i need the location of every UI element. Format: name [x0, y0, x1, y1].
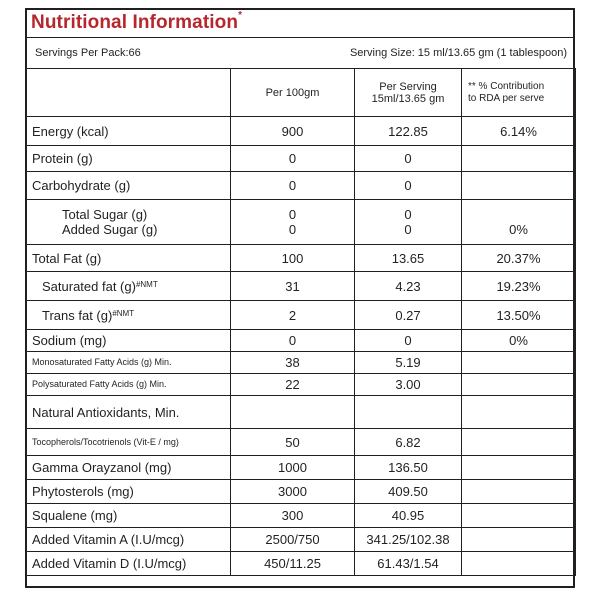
row-label: Squalene (mg): [26, 504, 231, 528]
row-serve: 409.50: [355, 480, 462, 504]
row-rda: [462, 374, 576, 396]
table-header-row: [26, 69, 576, 117]
row-serve: [355, 200, 462, 245]
header-rda-line1: ** % Contribution: [468, 80, 545, 92]
row-rda: [462, 172, 576, 200]
row-rda: [462, 552, 576, 576]
header-rda-line2: to RDA per serve: [468, 92, 545, 104]
row-label: Total Fat (g): [26, 245, 231, 272]
table-row: [26, 245, 576, 272]
row-label: Protein (g): [26, 146, 231, 172]
row-per100: 31: [231, 272, 355, 301]
table-row: [26, 330, 576, 352]
row-rda: [462, 146, 576, 172]
row-per100: 1000: [231, 456, 355, 480]
row-label: Carbohydrate (g): [26, 172, 231, 200]
row-label: Sodium (mg): [26, 330, 231, 352]
row-label: [26, 301, 231, 330]
row-label-text: Trans fat (g): [42, 307, 113, 323]
header-rda: [462, 69, 576, 117]
table-row: [26, 528, 576, 552]
row-label: Gamma Orayzanol (mg): [26, 456, 231, 480]
row-label: Natural Antioxidants, Min.: [26, 396, 231, 429]
row-label-mark: #NMT: [112, 308, 135, 318]
row-label: [26, 200, 231, 245]
row-label: [26, 272, 231, 301]
table-row: [26, 172, 576, 200]
row-per100: [231, 200, 355, 245]
header-nutrient: [26, 69, 231, 117]
row-rda: 13.50%: [462, 301, 576, 330]
header-per-serving-line1: Per Serving: [379, 80, 437, 93]
row-serve: 3.00: [355, 374, 462, 396]
serving-size: Serving Size: 15 ml/13.65 gm (1 tablespoon): [349, 47, 567, 59]
table-row: [26, 374, 576, 396]
row-serve: 5.19: [355, 352, 462, 374]
table-row: [26, 301, 576, 330]
row-label-mark: #NMT: [135, 279, 158, 289]
title-text: Nutritional Information: [31, 12, 239, 33]
row-per100: 2500/750: [231, 528, 355, 552]
row-rda: [462, 429, 576, 456]
row-label: Tocopherols/Tocotrienols (Vit-E / mg): [26, 429, 231, 456]
row-serve: 0: [355, 330, 462, 352]
row-per100: 900: [231, 117, 355, 146]
row-rda: 20.37%: [462, 245, 576, 272]
row-rda: [462, 480, 576, 504]
table-row: [26, 480, 576, 504]
table-row: [26, 552, 576, 576]
row-rda: [462, 528, 576, 552]
row-rda-line1: [468, 207, 569, 222]
table-row: [26, 117, 576, 146]
row-label: Phytosterols (mg): [26, 480, 231, 504]
row-serve: 0.27: [355, 301, 462, 330]
row-label: Energy (kcal): [26, 117, 231, 146]
header-per100: Per 100gm: [231, 69, 355, 117]
row-per100: 38: [231, 352, 355, 374]
panel-title: [31, 12, 242, 34]
row-per100-line2: 0: [288, 222, 297, 237]
row-per100: 3000: [231, 480, 355, 504]
row-per100: 450/11.25: [231, 552, 355, 576]
table-row: [26, 200, 576, 245]
title-rule: [27, 37, 573, 38]
row-rda: [462, 200, 576, 245]
table-row: [26, 429, 576, 456]
row-serve: 61.43/1.54: [355, 552, 462, 576]
row-serve-line2: 0: [404, 222, 412, 237]
row-rda: [462, 456, 576, 480]
row-serve: [355, 396, 462, 429]
row-label-line2: Added Sugar (g): [62, 222, 158, 237]
row-serve: 122.85: [355, 117, 462, 146]
row-serve-line1: 0: [404, 207, 412, 222]
row-rda: [462, 352, 576, 374]
row-serve: 136.50: [355, 456, 462, 480]
table-row: [26, 504, 576, 528]
table-row: [26, 146, 576, 172]
row-serve: 0: [355, 146, 462, 172]
row-rda: 19.23%: [462, 272, 576, 301]
row-serve: 4.23: [355, 272, 462, 301]
row-label-text: Saturated fat (g): [42, 278, 136, 294]
row-per100: 0: [231, 330, 355, 352]
row-label: Polysaturated Fatty Acids (g) Min.: [26, 374, 231, 396]
nutrition-panel: [25, 8, 575, 588]
header-per-serving: [355, 69, 462, 117]
row-per100: 0: [231, 172, 355, 200]
table-row: [26, 272, 576, 301]
table-row: [26, 456, 576, 480]
table-row: [26, 396, 576, 429]
row-per100: 100: [231, 245, 355, 272]
row-rda-line2: 0%: [509, 222, 528, 237]
row-per100: 2: [231, 301, 355, 330]
row-per100-line1: 0: [288, 207, 297, 222]
nutrition-table: [25, 68, 576, 576]
row-per100: 22: [231, 374, 355, 396]
row-per100: [231, 396, 355, 429]
row-serve: 40.95: [355, 504, 462, 528]
header-per-serving-line2: 15ml/13.65 gm: [371, 92, 445, 105]
row-serve: 6.82: [355, 429, 462, 456]
row-rda: 6.14%: [462, 117, 576, 146]
row-rda: [462, 396, 576, 429]
row-rda: [462, 504, 576, 528]
row-rda: 0%: [462, 330, 576, 352]
row-serve: 0: [355, 172, 462, 200]
row-label: Monosaturated Fatty Acids (g) Min.: [26, 352, 231, 374]
row-per100: 0: [231, 146, 355, 172]
row-per100: 50: [231, 429, 355, 456]
table-row: [26, 352, 576, 374]
row-per100: 300: [231, 504, 355, 528]
title-mark: *: [238, 10, 243, 21]
row-label: Added Vitamin D (I.U/mcg): [26, 552, 231, 576]
row-serve: 13.65: [355, 245, 462, 272]
servings-per-pack: Servings Per Pack:66: [35, 47, 141, 59]
row-serve: 341.25/102.38: [355, 528, 462, 552]
row-label: Added Vitamin A (I.U/mcg): [26, 528, 231, 552]
row-label-line1: Total Sugar (g): [62, 207, 148, 222]
